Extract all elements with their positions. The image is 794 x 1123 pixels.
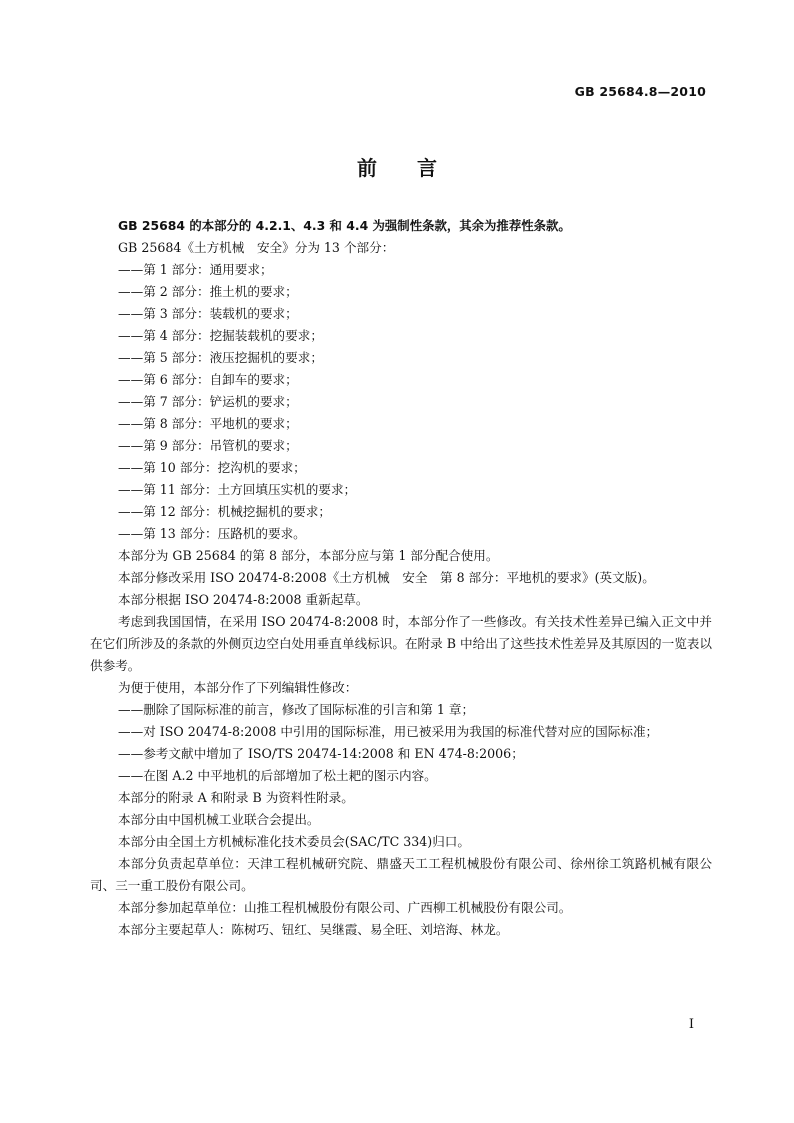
edit-list-item: ——参考文献中增加了 ISO/TS 20474-14:2008 和 EN 474-8:2006； [118,746,524,761]
part-list-item: ——第 6 部分：自卸车的要求； [118,372,298,387]
part-list-item: ——第 11 部分：土方回填压实机的要求； [118,482,357,497]
paragraph: 本部分根据 ISO 20474-8:2008 重新起草。 [118,592,369,607]
paragraph: 本部分参加起草单位：山推工程机械股份有限公司、广西柳工机械股份有限公司。 [118,900,572,915]
part-list-item: ——第 12 部分：机械挖掘机的要求； [118,504,331,519]
edit-list-item: ——在图 A.2 中平地机的后部增加了松土耙的图示内容。 [118,768,437,783]
foreword-body [90,215,712,941]
standard-number: GB 25684.8—2010 [574,84,706,99]
part-list-item: ——第 1 部分：通用要求； [118,262,273,277]
part-list-item: ——第 4 部分：挖掘装载机的要求； [118,328,323,343]
part-list-item: ——第 13 部分：压路机的要求。 [118,526,306,541]
part-list-item: ——第 7 部分：铲运机的要求； [118,394,298,409]
part-list-item: ——第 10 部分：挖沟机的要求； [118,460,306,475]
paragraph: 本部分负责起草单位：天津工程机械研究院、鼎盛天工工程机械股份有限公司、徐州徐工筑路机械有限公司、三一重工股份有限公司。 [90,856,712,893]
paragraph: 本部分修改采用 ISO 20474-8:2008《土方机械 安全 第 8 部分：平地机的要求》(英文版)。 [118,570,655,585]
part-list-item: ——第 5 部分：液压挖掘机的要求； [118,350,323,365]
parts-intro: GB 25684《土方机械 安全》分为 13 个部分： [118,240,395,255]
part-list-item: ——第 2 部分：推土机的要求； [118,284,298,299]
paragraph: 本部分主要起草人：陈树巧、钮红、吴继霞、易全旺、刘培海、林龙。 [118,922,509,937]
paragraph: 本部分由中国机械工业联合会提出。 [118,812,320,827]
part-list-item: ——第 9 部分：吊管机的要求； [118,438,298,453]
paragraph: 本部分由全国土方机械标准化技术委员会(SAC/TC 334)归口。 [118,834,470,849]
mandatory-clause-statement: GB 25684 的本部分的 4.2.1、4.3 和 4.4 为强制性条款，其余为推荐性条款。 [118,218,571,233]
paragraph: 本部分的附录 A 和附录 B 为资料性附录。 [118,790,354,805]
paragraph: 为便于使用，本部分作了下列编辑性修改： [118,680,358,695]
paragraph: 考虑到我国国情，在采用 ISO 20474-8:2008 时，本部分作了一些修改。有关技术性差异已编入正文中并在它们所涉及的条款的外侧页边空白处用垂直单线标识。在附录 B 中给出了这些技术性差异及其原因的一览表以供参考。 [90,614,712,673]
edit-list-item: ——删除了国际标准的前言，修改了国际标准的引言和第 1 章； [118,702,475,717]
page-title: 前言 [357,156,477,180]
paragraph: 本部分为 GB 25684 的第 8 部分，本部分应与第 1 部分配合使用。 [118,548,499,563]
part-list-item: ——第 3 部分：装载机的要求； [118,306,298,321]
page-number: I [688,1017,694,1032]
part-list-item: ——第 8 部分：平地机的要求； [118,416,298,431]
edit-list-item: ——对 ISO 20474-8:2008 中引用的国际标准，用已被采用为我国的标准代替对应的国际标准； [118,724,659,739]
